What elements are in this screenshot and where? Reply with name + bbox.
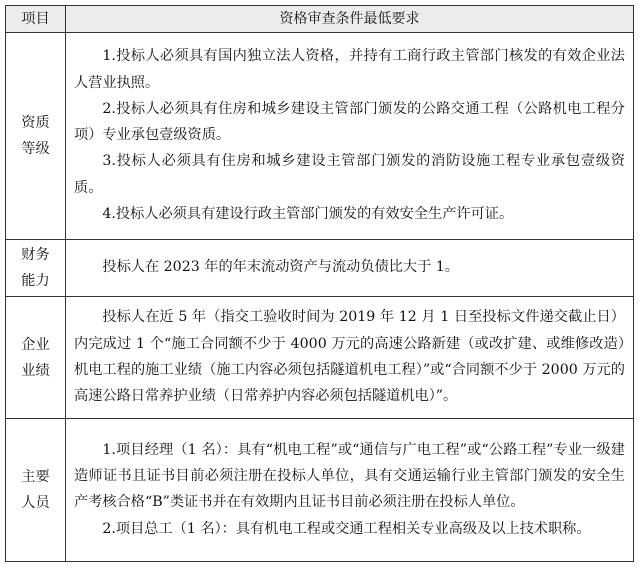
category-label: 等级 [21,141,50,158]
requirements-personnel [66,419,634,562]
header-item-column: 项目 [6,6,66,33]
requirement-item: 4.投标人必须具有建设行政主管部门颁发的有效安全生产许可证。 [102,206,514,223]
category-finance [6,240,66,297]
table-header-row [6,6,634,33]
requirement-item: 1.投标人必须具有国内独立法人资格，并持有工商行政主管部门核发的有效企业法人营业执照。 [74,48,625,91]
header-requirements-column: 资格审查条件最低要求 [66,6,634,33]
qualification-table [5,5,634,562]
category-performance [6,297,66,419]
category-label: 业绩 [21,362,50,379]
requirement-item: 投标人在 2023 年的年末流动资产与流动负债比大于 1。 [102,259,459,276]
table-row-performance [6,297,634,419]
requirement-item: 2.项目总工（1 名）：具有机电工程或交通工程相关专业高级及以上技术职称。 [102,520,591,537]
requirement-item: 2.投标人必须具有住房和城乡建设主管部门颁发的公路交通工程（公路机电工程分项）专业承包壹级资质。 [74,100,625,144]
category-qualification [6,33,66,240]
category-label: 主要 [21,469,50,486]
category-label: 人员 [21,495,50,512]
category-label: 企业 [21,336,50,353]
table-row-personnel [6,419,634,562]
requirements-finance [66,240,634,297]
table-row-finance [6,240,634,297]
category-label: 能力 [21,273,50,290]
category-label: 资质 [21,115,50,132]
requirements-performance [66,297,634,419]
table-row-qualification [6,33,634,240]
requirement-item: 3.投标人必须具有住房和城乡建设主管部门颁发的消防设施工程专业承包壹级资质。 [74,153,625,196]
category-personnel [6,419,66,562]
requirements-qualification [66,33,634,240]
requirement-item: 投标人在近 5 年（指交工验收时间为 2019 年 12 月 1 日至投标文件递交截止日）内完成过 1 个“施工合同额不少于 4000 万元的高速公路新建（或改扩建、或维修改造）机电工程的施工业绩（施工内容必须包括隧道机电工程）”或“合同额不少于 2000 万元的高速公路日常养护业绩（日常养护内容必须包括隧道机电）”。 [74,309,625,405]
requirement-item: 1.项目经理（1 名）：具有“机电工程”或“通信与广电工程”或“公路工程”专业一级建造师证书且证书目前必须注册在投标人单位，具有交通运输行业主管部门颁发的安全生产考核合格“B”类证书并在有效期内且证书目前必须注册在投标人单位。 [74,441,625,511]
category-label: 财务 [21,247,50,264]
